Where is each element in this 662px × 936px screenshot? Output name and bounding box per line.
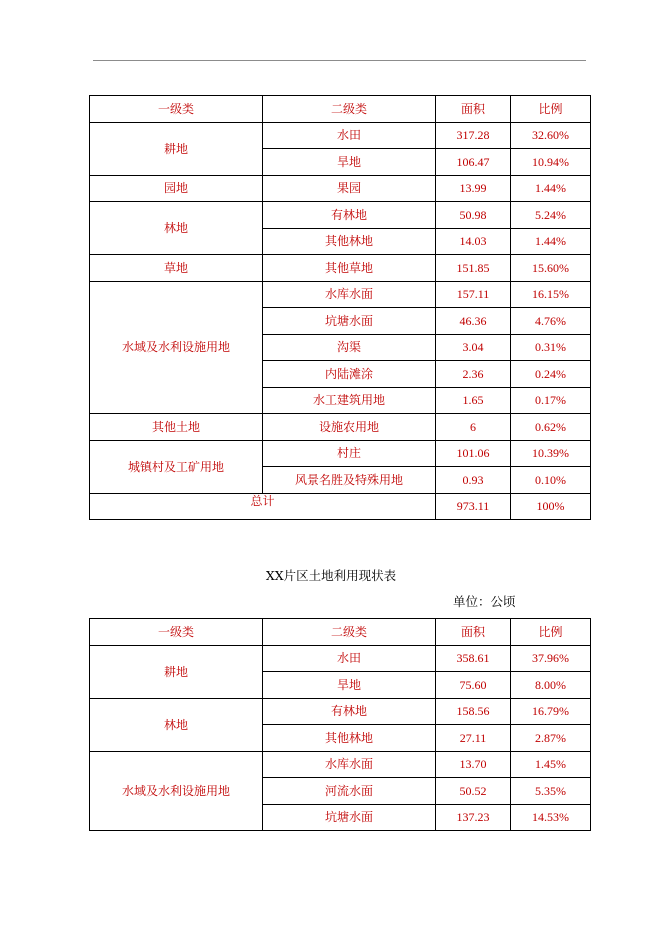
ratio-cell: 37.96%	[511, 645, 591, 672]
area-cell: 358.61	[436, 645, 511, 672]
primary-category-cell: 草地	[90, 255, 263, 282]
table-row	[90, 175, 591, 202]
ratio-cell: 1.44%	[511, 228, 591, 255]
ratio-cell: 8.00%	[511, 672, 591, 699]
area-cell: 151.85	[436, 255, 511, 282]
table-row	[90, 202, 591, 229]
secondary-category-cell: 河流水面	[263, 778, 436, 805]
secondary-category-cell: 内陆滩涂	[263, 361, 436, 388]
header-row	[90, 96, 591, 123]
ratio-cell: 16.15%	[511, 281, 591, 308]
secondary-category-cell: 其他林地	[263, 725, 436, 752]
ratio-cell: 1.44%	[511, 175, 591, 202]
secondary-category-cell: 水工建筑用地	[263, 387, 436, 414]
ratio-cell: 15.60%	[511, 255, 591, 282]
secondary-category-cell: 有林地	[263, 202, 436, 229]
area-cell: 106.47	[436, 149, 511, 176]
land-use-table	[89, 95, 591, 520]
secondary-category-cell: 坑塘水面	[263, 308, 436, 335]
column-header: 面积	[436, 619, 511, 646]
primary-category-cell: 其他土地	[90, 414, 263, 441]
area-cell: 27.11	[436, 725, 511, 752]
table-row	[90, 440, 591, 467]
secondary-category-cell: 水田	[263, 122, 436, 149]
area-cell: 3.04	[436, 334, 511, 361]
header-rule	[93, 60, 586, 61]
primary-category-cell: 林地	[90, 202, 263, 255]
table-row	[90, 281, 591, 308]
ratio-cell: 10.94%	[511, 149, 591, 176]
area-cell: 75.60	[436, 672, 511, 699]
column-header: 比例	[511, 96, 591, 123]
secondary-category-cell: 沟渠	[263, 334, 436, 361]
column-header: 一级类	[90, 619, 263, 646]
area-cell: 14.03	[436, 228, 511, 255]
ratio-cell: 4.76%	[511, 308, 591, 335]
area-cell: 101.06	[436, 440, 511, 467]
area-cell: 46.36	[436, 308, 511, 335]
column-header: 二级类	[263, 619, 436, 646]
table-row	[90, 645, 591, 672]
secondary-category-cell: 其他林地	[263, 228, 436, 255]
ratio-cell: 10.39%	[511, 440, 591, 467]
primary-category-cell: 耕地	[90, 122, 263, 175]
area-cell: 50.98	[436, 202, 511, 229]
table-row	[90, 255, 591, 282]
secondary-category-cell: 有林地	[263, 698, 436, 725]
ratio-cell: 32.60%	[511, 122, 591, 149]
table-row	[90, 751, 591, 778]
total-ratio: 100%	[511, 493, 591, 520]
ratio-cell: 14.53%	[511, 804, 591, 831]
ratio-cell: 0.24%	[511, 361, 591, 388]
column-header: 比例	[511, 619, 591, 646]
ratio-cell: 0.17%	[511, 387, 591, 414]
ratio-cell: 2.87%	[511, 725, 591, 752]
table-caption: XX片区土地利用现状表	[265, 568, 397, 583]
secondary-category-cell: 设施农用地	[263, 414, 436, 441]
table-row	[90, 122, 591, 149]
secondary-category-cell: 水库水面	[263, 281, 436, 308]
area-cell: 317.28	[436, 122, 511, 149]
area-cell: 1.65	[436, 387, 511, 414]
ratio-cell: 5.24%	[511, 202, 591, 229]
secondary-category-cell: 水田	[263, 645, 436, 672]
ratio-cell: 0.31%	[511, 334, 591, 361]
secondary-category-cell: 村庄	[263, 440, 436, 467]
total-label: 总计	[90, 493, 436, 520]
ratio-cell: 16.79%	[511, 698, 591, 725]
total-row	[90, 493, 591, 520]
district-land-use-table	[89, 618, 591, 831]
area-cell: 6	[436, 414, 511, 441]
ratio-cell: 0.10%	[511, 467, 591, 494]
secondary-category-cell: 风景名胜及特殊用地	[263, 467, 436, 494]
primary-category-cell: 水域及水利设施用地	[90, 751, 263, 831]
table-row	[90, 414, 591, 441]
secondary-category-cell: 旱地	[263, 149, 436, 176]
header-row	[90, 619, 591, 646]
ratio-cell: 5.35%	[511, 778, 591, 805]
primary-category-cell: 耕地	[90, 645, 263, 698]
area-cell: 0.93	[436, 467, 511, 494]
area-cell: 13.70	[436, 751, 511, 778]
total-area: 973.11	[436, 493, 511, 520]
column-header: 一级类	[90, 96, 263, 123]
area-cell: 158.56	[436, 698, 511, 725]
area-cell: 50.52	[436, 778, 511, 805]
area-cell: 157.11	[436, 281, 511, 308]
primary-category-cell: 水域及水利设施用地	[90, 281, 263, 414]
area-cell: 137.23	[436, 804, 511, 831]
primary-category-cell: 林地	[90, 698, 263, 751]
primary-category-cell: 城镇村及工矿用地	[90, 440, 263, 493]
ratio-cell: 0.62%	[511, 414, 591, 441]
ratio-cell: 1.45%	[511, 751, 591, 778]
secondary-category-cell: 其他草地	[263, 255, 436, 282]
table-row	[90, 698, 591, 725]
secondary-category-cell: 水库水面	[263, 751, 436, 778]
secondary-category-cell: 坑塘水面	[263, 804, 436, 831]
area-cell: 13.99	[436, 175, 511, 202]
secondary-category-cell: 旱地	[263, 672, 436, 699]
primary-category-cell: 园地	[90, 175, 263, 202]
secondary-category-cell: 果园	[263, 175, 436, 202]
unit-label: 单位：公顷	[453, 594, 516, 609]
column-header: 面积	[436, 96, 511, 123]
column-header: 二级类	[263, 96, 436, 123]
area-cell: 2.36	[436, 361, 511, 388]
